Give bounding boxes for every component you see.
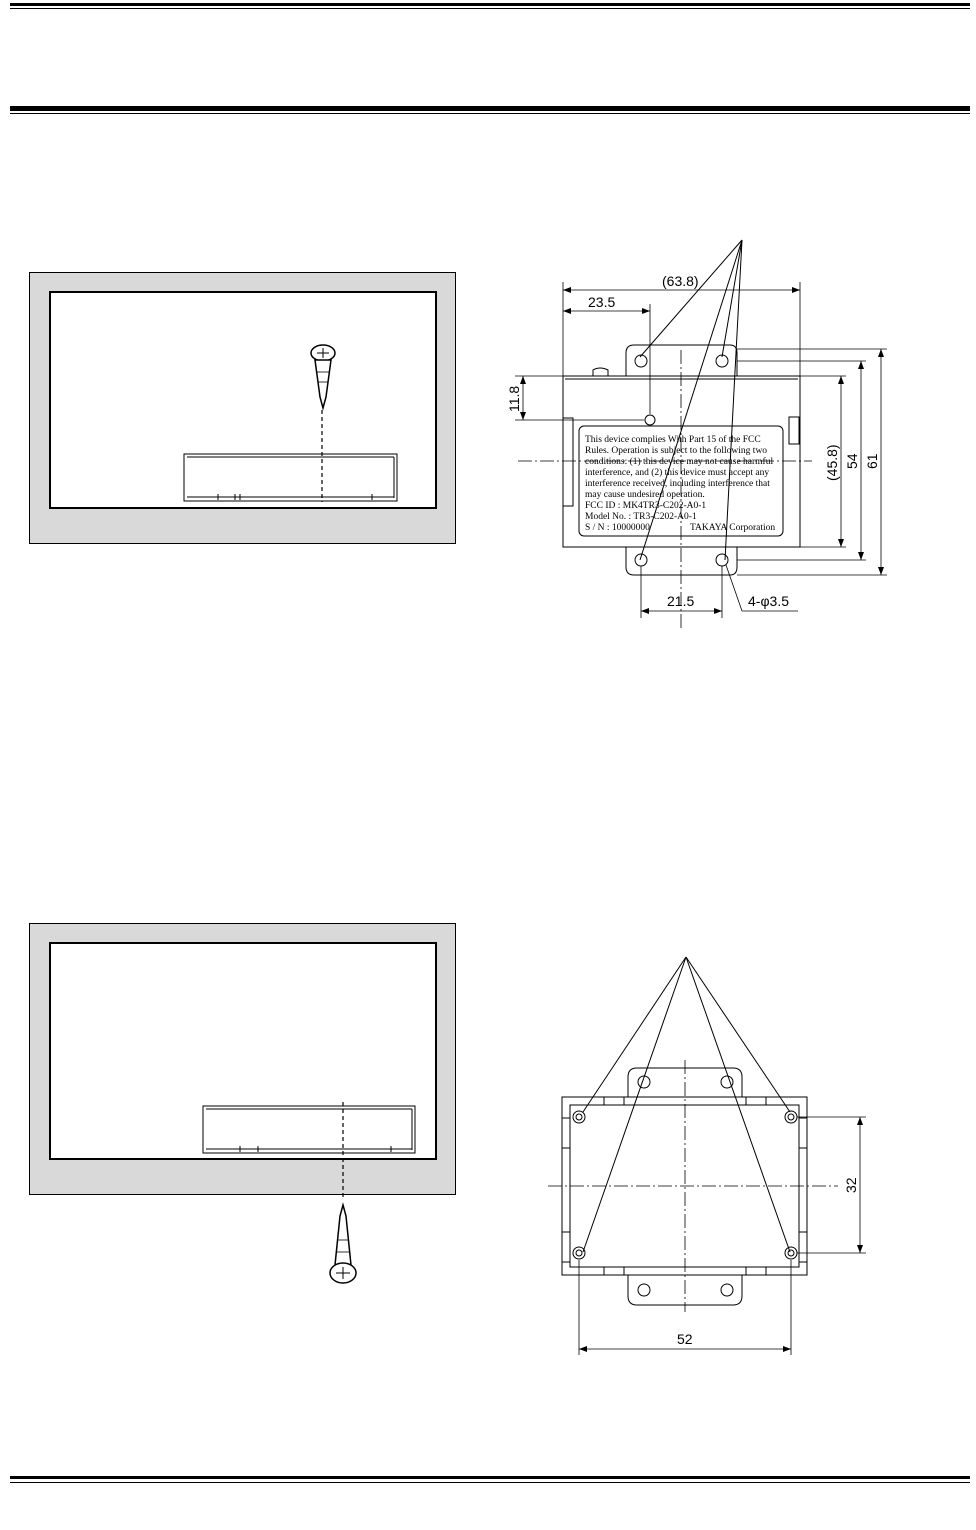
fcc-id: FCC ID : MK4TR3-C202-A0-1 [585, 501, 707, 511]
footer-rule-thin [10, 1482, 970, 1483]
dim-hole-offset-x: 23.5 [588, 294, 616, 310]
maker-name: TAKAYA Corporation [690, 523, 776, 533]
dim-hole-spacing-y: 32 [843, 1177, 859, 1193]
fcc-label-line: may cause undesired operation. [585, 490, 705, 500]
model-number: Model No. : TR3-C202-A0-1 [585, 512, 697, 522]
dim-hole-spacing-x: 52 [677, 1331, 693, 1347]
dim-hole-spec: 4-φ3.5 [748, 593, 789, 609]
dim-hole-offset-y: 11.8 [506, 385, 522, 412]
dim-hole-spacing-x: 21.5 [667, 593, 695, 609]
footer-rule [10, 1476, 970, 1479]
fcc-label-line: Rules. Operation is subject to the following two [585, 446, 768, 456]
dim-overall-width: (63.8) [662, 273, 699, 289]
dim-overall-height: 61 [864, 453, 880, 469]
fcc-label-line: conditions: (1) this device may not cause harmful [585, 457, 774, 467]
fcc-label-line: interference, and (2) this device must accept any [585, 468, 770, 478]
fcc-label-line: interference received, including interference that [585, 479, 770, 489]
dim-inner-height: (45.8) [824, 444, 840, 481]
dim-body-height: 54 [844, 453, 860, 469]
serial-number: S / N : 10000000 [585, 523, 650, 533]
fcc-label-line: This device complies With Part 15 of the FCC [585, 435, 761, 445]
